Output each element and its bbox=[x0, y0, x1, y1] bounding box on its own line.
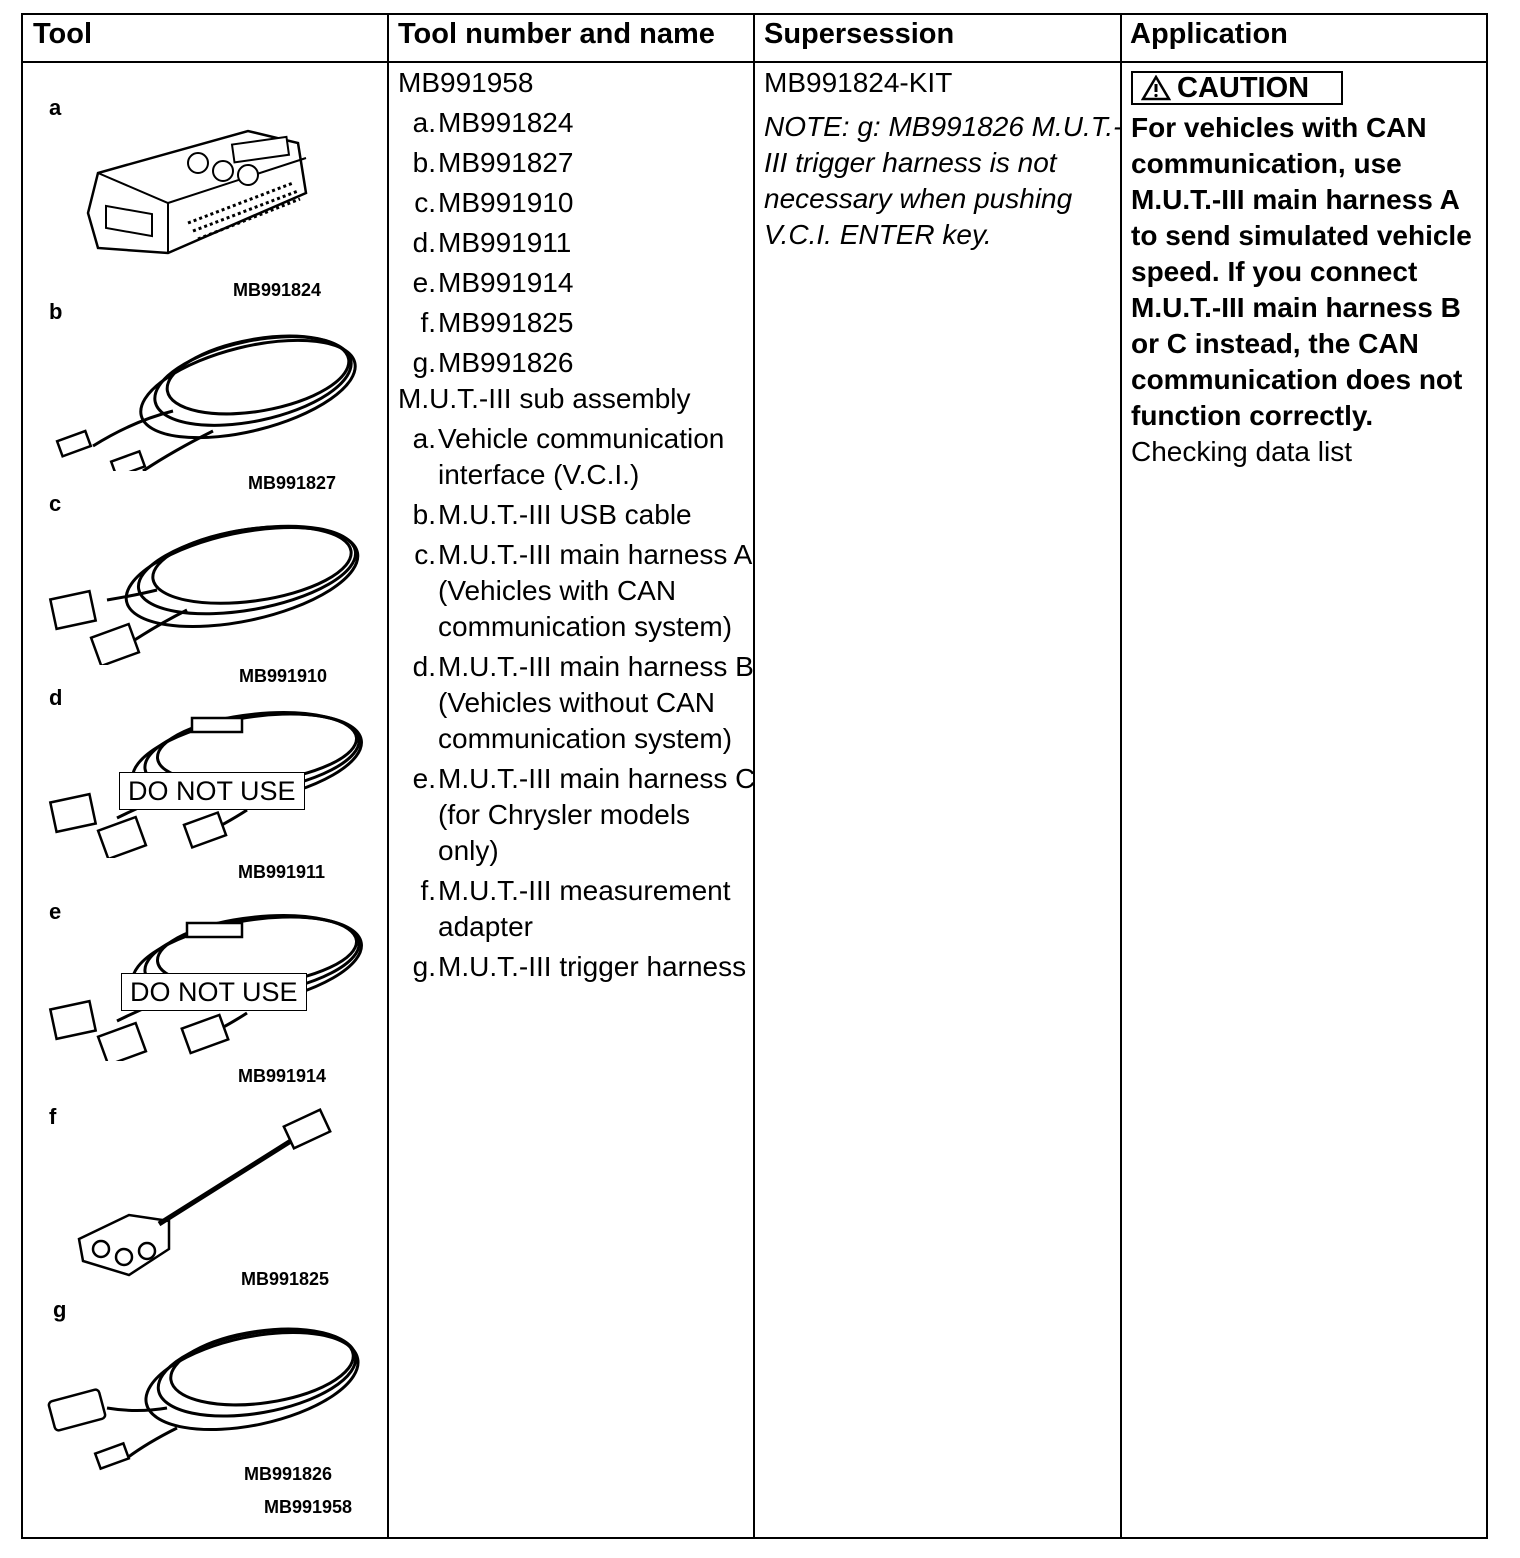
header-tool-number-and-name: Tool number and name bbox=[398, 18, 715, 50]
part-number-item bbox=[398, 185, 758, 221]
tool-letter-a: a bbox=[49, 95, 62, 120]
tool-letter-g: g bbox=[53, 1297, 67, 1322]
sub-assembly-item-letter: e. bbox=[412, 763, 436, 794]
sub-assembly-item-letter: b. bbox=[412, 499, 436, 530]
usb-cable-illustration bbox=[53, 311, 363, 471]
main-harness-a-illustration bbox=[47, 505, 367, 665]
tool-part-number-f: MB991825 bbox=[241, 1269, 330, 1289]
part-number-item bbox=[398, 305, 758, 341]
tool-part-number-c: MB991910 bbox=[239, 666, 328, 686]
sub-assembly-title: M.U.T.-III sub assembly bbox=[398, 383, 691, 414]
header-supersession: Supersession bbox=[764, 18, 955, 50]
sub-assembly-item-text: M.U.T.-III main harness B (Vehicles without CAN communication system) bbox=[438, 651, 754, 754]
sub-assembly-item bbox=[398, 949, 758, 985]
tool-part-number-a: MB991824 bbox=[233, 280, 322, 300]
part-number-item-letter: b. bbox=[412, 147, 436, 178]
sub-assembly-item-text: Vehicle communication interface (V.C.I.) bbox=[438, 423, 725, 490]
caution-text: For vehicles with CAN communication, use M.U.T.-III main harness A to send simulated vehicle speed. If you connect M.U.T.-III main harness B or C instead, the CAN communication does not function correctly. bbox=[1131, 112, 1472, 431]
caution-box bbox=[1131, 71, 1343, 105]
header-tool: Tool bbox=[33, 18, 93, 50]
tool-part-number-d: MB991911 bbox=[238, 862, 326, 882]
sub-assembly-item-text: M.U.T.-III trigger harness bbox=[438, 951, 747, 982]
part-number-item-letter: a. bbox=[412, 107, 436, 138]
sub-assembly-item-letter: a. bbox=[412, 423, 436, 454]
part-number-item bbox=[398, 265, 758, 301]
part-number-item bbox=[398, 225, 758, 261]
part-number-item-letter: g. bbox=[412, 347, 436, 378]
measurement-adapter-illustration bbox=[69, 1099, 349, 1279]
part-number-item bbox=[398, 345, 758, 381]
kit-part-number-label: MB991958 bbox=[264, 1497, 353, 1517]
part-number-item-text: MB991914 bbox=[438, 267, 574, 298]
sub-assembly-item bbox=[398, 873, 758, 945]
part-number-item-text: MB991827 bbox=[438, 147, 574, 178]
part-number-item-text: MB991824 bbox=[438, 107, 574, 138]
tool-letter-b: b bbox=[49, 299, 63, 324]
tool-letter-d: d bbox=[49, 685, 63, 710]
supersession-kit: MB991824-KIT bbox=[764, 67, 953, 98]
sub-assembly-item bbox=[398, 497, 758, 533]
special-tools-table bbox=[21, 13, 1488, 1539]
tool-letter-c: c bbox=[49, 491, 62, 516]
tool-letter-e: e bbox=[49, 899, 62, 924]
kit-number: MB991958 bbox=[398, 67, 534, 98]
part-number-item bbox=[398, 105, 758, 141]
warning-triangle-icon bbox=[1141, 75, 1171, 101]
application-purpose: Checking data list bbox=[1131, 436, 1353, 467]
part-number-item-text: MB991825 bbox=[438, 307, 574, 338]
part-number-item-text: MB991910 bbox=[438, 187, 574, 218]
sub-assembly-item bbox=[398, 649, 758, 757]
part-number-item-letter: c. bbox=[414, 187, 436, 218]
header-application: Application bbox=[1130, 18, 1288, 50]
tool-number-and-name-cell bbox=[398, 63, 758, 985]
part-number-item-letter: d. bbox=[412, 227, 436, 258]
sub-assembly-item-letter: f. bbox=[420, 875, 436, 906]
supersession-cell bbox=[764, 63, 1124, 253]
part-number-item-text: MB991911 bbox=[438, 227, 572, 258]
application-cell bbox=[1131, 71, 1486, 470]
sub-assembly-item-text: M.U.T.-III main harness A (Vehicles with CAN communication system) bbox=[438, 539, 751, 642]
vci-unit-illustration bbox=[78, 113, 308, 273]
sub-assembly-item-text: M.U.T.-III USB cable bbox=[438, 499, 692, 530]
tool-part-number-b: MB991827 bbox=[248, 473, 337, 493]
sub-assembly-item bbox=[398, 537, 758, 645]
caution-label: CAUTION bbox=[1177, 72, 1310, 104]
sub-assembly-item-letter: g. bbox=[412, 951, 436, 982]
sub-assembly-item bbox=[398, 761, 758, 869]
part-number-item bbox=[398, 145, 758, 181]
tool-illustrations bbox=[23, 63, 388, 1537]
sub-assembly-item-letter: c. bbox=[414, 539, 436, 570]
sub-assembly-item-text: M.U.T.-III measurement adapter bbox=[438, 875, 731, 942]
tool-letter-f: f bbox=[49, 1104, 57, 1129]
part-number-item-letter: e. bbox=[412, 267, 436, 298]
supersession-note: NOTE: g: MB991826 M.U.T.-III trigger harness is not necessary when pushing V.C.I. ENTER key. bbox=[764, 111, 1123, 250]
sub-assembly-item-text: M.U.T.-III main harness C (for Chrysler models only) bbox=[438, 763, 756, 866]
tool-part-number-g: MB991826 bbox=[244, 1464, 333, 1484]
part-number-item-letter: f. bbox=[420, 307, 436, 338]
sub-assembly-item-letter: d. bbox=[412, 651, 436, 682]
part-number-list bbox=[398, 105, 758, 381]
sub-assembly-list bbox=[398, 421, 758, 985]
part-number-item-text: MB991826 bbox=[438, 347, 574, 378]
do-not-use-label-e: DO NOT USE bbox=[121, 973, 307, 1011]
do-not-use-label-d: DO NOT USE bbox=[119, 772, 305, 810]
trigger-harness-illustration bbox=[47, 1313, 367, 1473]
tool-part-number-e: MB991914 bbox=[238, 1066, 327, 1086]
sub-assembly-item bbox=[398, 421, 758, 493]
